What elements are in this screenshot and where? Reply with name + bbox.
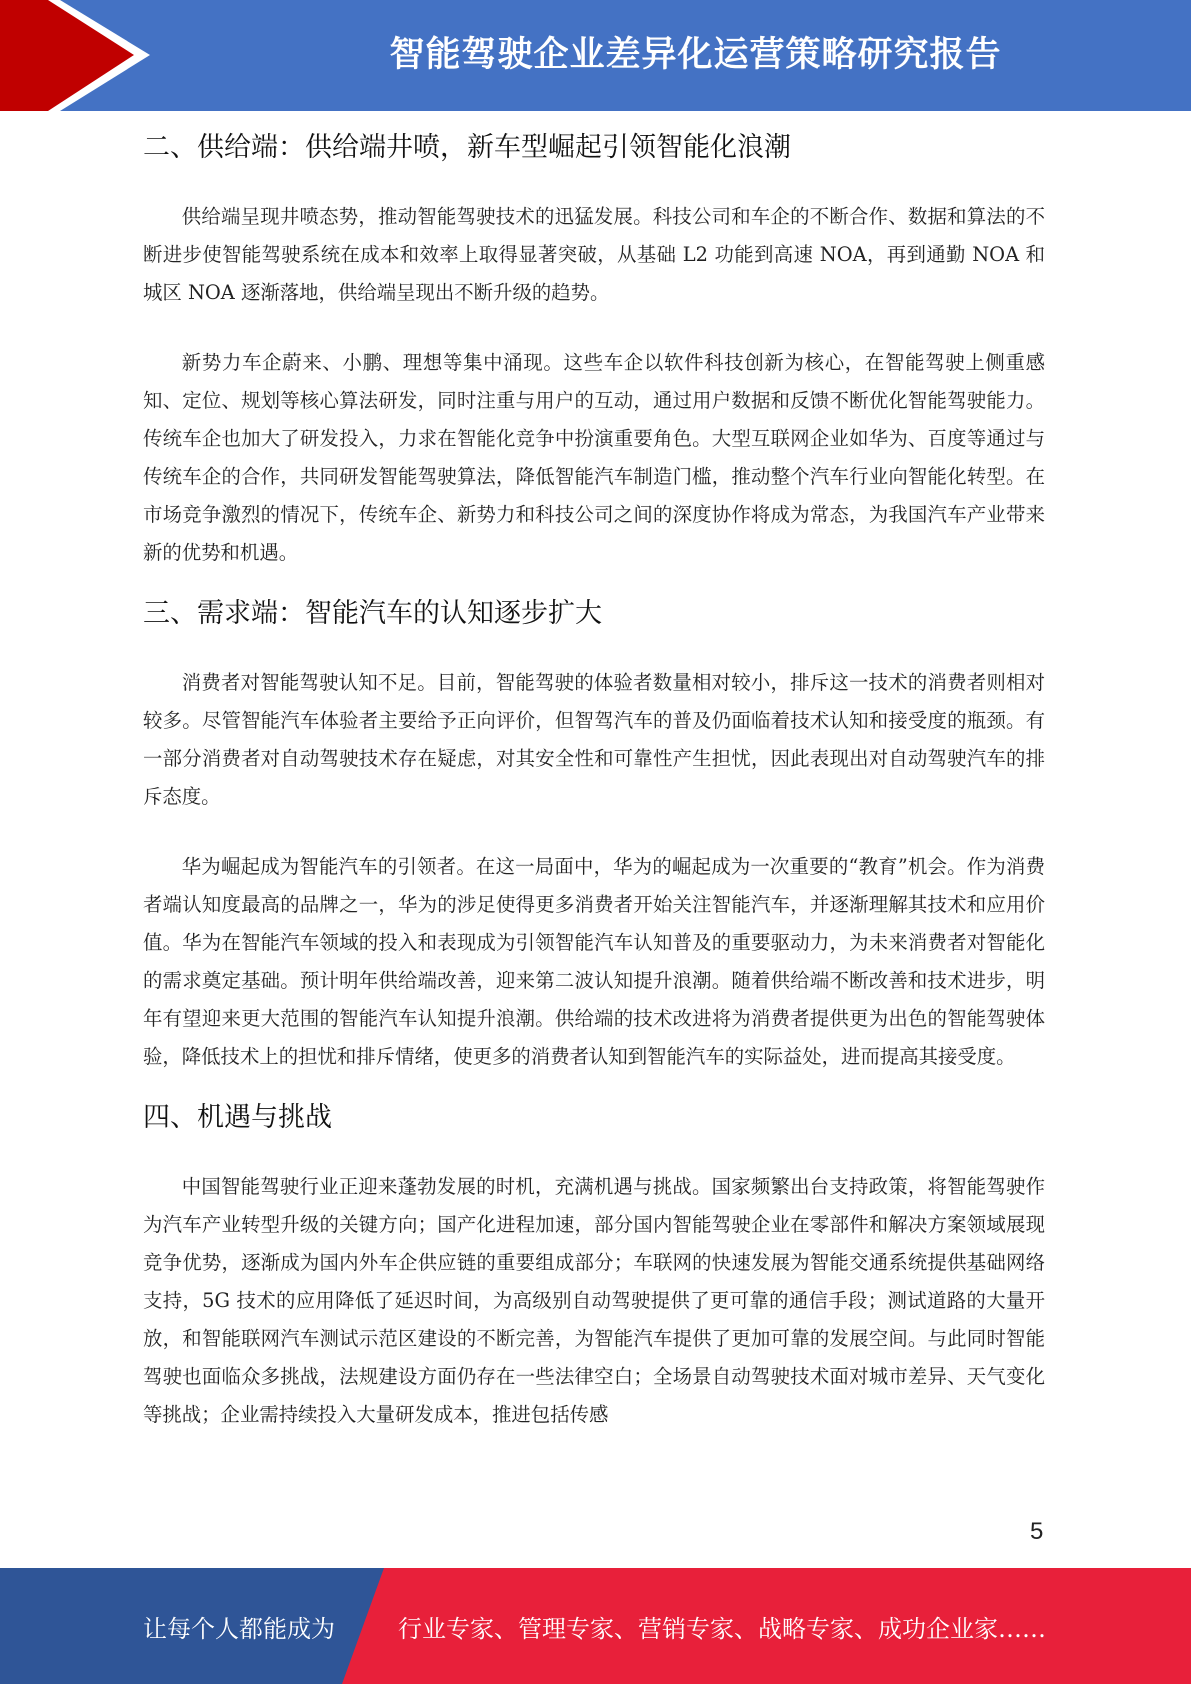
section-heading-demand: 三、需求端：智能汽车的认知逐步扩大 <box>143 598 602 629</box>
footer-slogan-left: 让每个人都能成为 <box>143 1614 335 1643</box>
page-header <box>0 0 1191 111</box>
paragraph-supply-1: 供给端呈现井喷态势，推动智能驾驶技术的迅猛发展。科技公司和车企的不断合作、数据和算法的不断进步使智能驾驶系统在成本和效率上取得显著突破，从基础 L2 功能到高速 NOA，再到通勤 NOA 和城区 NOA 逐渐落地，供给端呈现出不断升级的趋势。 <box>143 205 1045 304</box>
header-chevron-decoration <box>0 0 160 111</box>
section-heading-supply: 二、供给端：供给端井喷，新车型崛起引领智能化浪潮 <box>143 132 791 163</box>
report-title: 智能驾驶企业差异化运营策略研究报告 <box>389 35 1002 75</box>
paragraph-supply-2: 新势力车企蔚来、小鹏、理想等集中涌现。这些车企以软件科技创新为核心，在智能驾驶上侧重感知、定位、规划等核心算法研发，同时注重与用户的互动，通过用户数据和反馈不断优化智能驾驶能力。传统车企也加大了研发投入，力求在智能化竞争中扮演重要角色。大型互联网企业如华为、百度等通过与传统车企的合作，共同研发智能驾驶算法，降低智能汽车制造门槛，推动整个汽车行业向智能化转型。在市场竞争激烈的情况下，传统车企、新势力和科技公司之间的深度协作将成为常态，为我国汽车产业带来新的优势和机遇。 <box>143 351 1045 564</box>
paragraph-demand-1: 消费者对智能驾驶认知不足。目前，智能驾驶的体验者数量相对较小，排斥这一技术的消费者则相对较多。尽管智能汽车体验者主要给予正向评价，但智驾汽车的普及仍面临着技术认知和接受度的瓶颈。有一部分消费者对自动驾驶技术存在疑虑，对其安全性和可靠性产生担忧，因此表现出对自动驾驶汽车的排斥态度。 <box>143 671 1045 808</box>
paragraph-opportunities-1: 中国智能驾驶行业正迎来蓬勃发展的时机，充满机遇与挑战。国家频繁出台支持政策，将智能驾驶作为汽车产业转型升级的关键方向；国产化进程加速，部分国内智能驾驶企业在零部件和解决方案领域展现竞争优势，逐渐成为国内外车企供应链的重要组成部分；车联网的快速发展为智能交通系统提供基础网络支持，5G 技术的应用降低了延迟时间，为高级别自动驾驶提供了更可靠的通信手段；测试道路的大量开放，和智能联网汽车测试示范区建设的不断完善，为智能汽车提供了更加可靠的发展空间。与此同时智能驾驶也面临众多挑战，法规建设方面仍存在一些法律空白；全场景自动驾驶技术面对城市差异、天气变化等挑战；企业需持续投入大量研发成本，推进包括传感 <box>143 1175 1045 1426</box>
page-number: 5 <box>1030 1518 1044 1545</box>
section-heading-opportunities: 四、机遇与挑战 <box>143 1102 332 1133</box>
main-content <box>143 130 1045 1434</box>
paragraph-demand-2: 华为崛起成为智能汽车的引领者。在这一局面中，华为的崛起成为一次重要的“教育”机会。作为消费者端认知度最高的品牌之一，华为的涉足使得更多消费者开始关注智能汽车，并逐渐理解其技术和应用价值。华为在智能汽车领域的投入和表现成为引领智能汽车认知普及的重要驱动力，为未来消费者对智能化的需求奠定基础。预计明年供给端改善，迎来第二波认知提升浪潮。随着供给端不断改善和技术进步，明年有望迎来更大范围的智能汽车认知提升浪潮。供给端的技术改进将为消费者提供更为出色的智能驾驶体验，降低技术上的担忧和排斥情绪，使更多的消费者认知到智能汽车的实际益处，进而提高其接受度。 <box>143 855 1045 1068</box>
page-footer <box>0 1568 1191 1684</box>
footer-slogan-right: 行业专家、管理专家、营销专家、战略专家、成功企业家…… <box>398 1614 1046 1643</box>
